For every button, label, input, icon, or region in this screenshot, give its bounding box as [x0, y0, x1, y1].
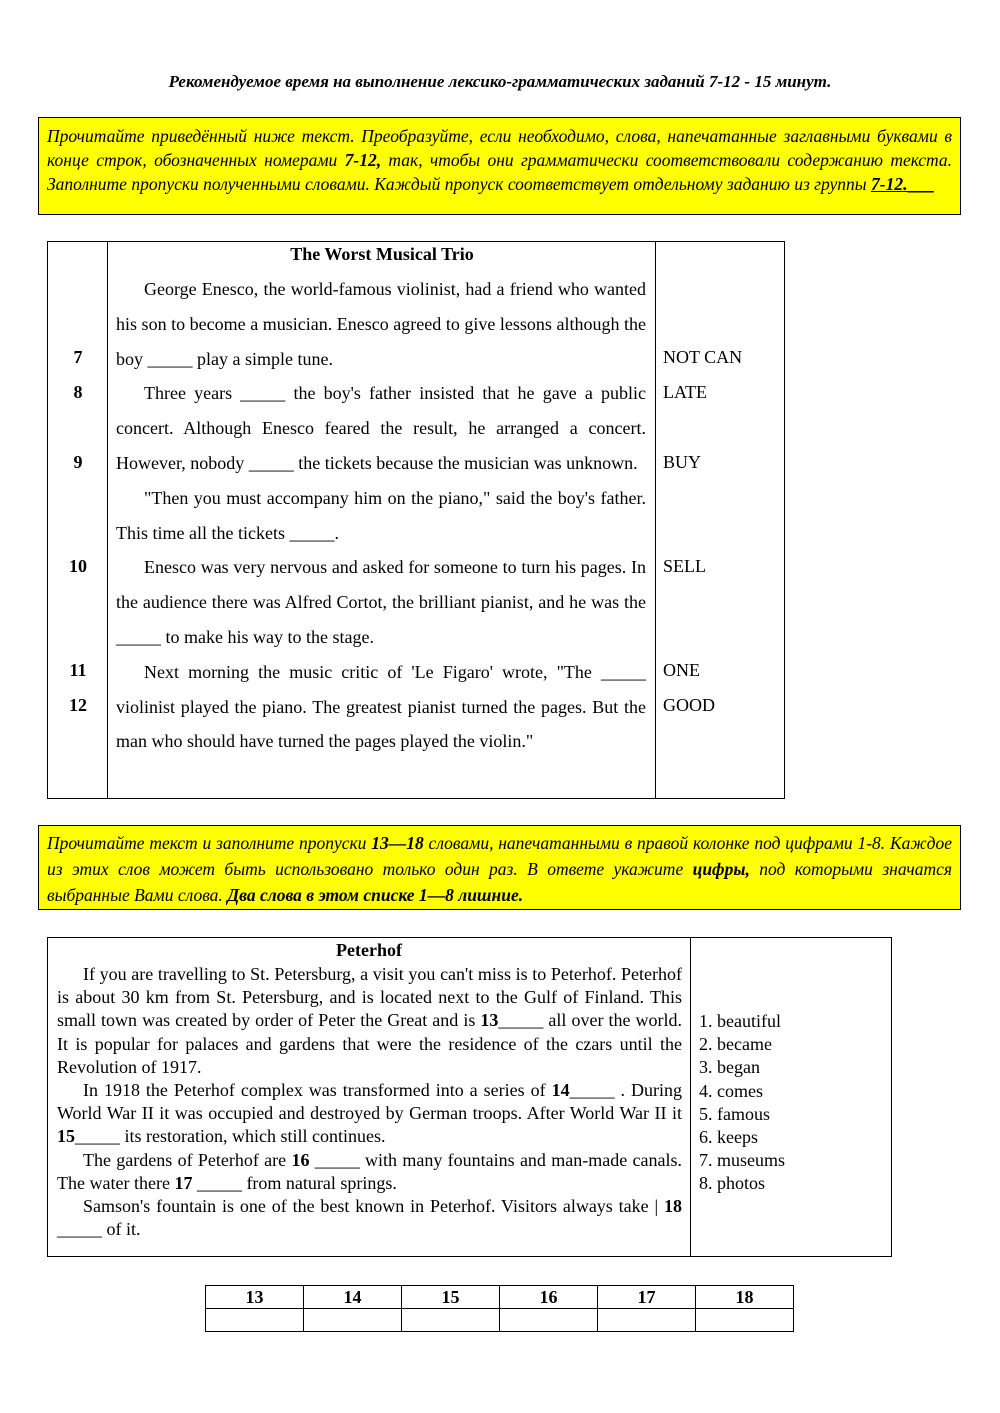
instructions-1-range-b: 7-12.: [871, 174, 908, 194]
item-number-12: 12: [69, 695, 87, 715]
word-option: 3. began: [699, 1057, 760, 1078]
answer-cell-15[interactable]: [402, 1309, 500, 1332]
task-2-title: Peterhof: [336, 940, 402, 960]
gap-number-13: 13: [480, 1010, 499, 1031]
text-run: _____ from natural springs.: [192, 1172, 397, 1193]
answer-grid-input-row: [206, 1309, 794, 1332]
answer-cell-13[interactable]: [206, 1309, 304, 1332]
gap-number-17: 17: [174, 1172, 193, 1193]
task-1-paragraph: George Enesco, the world-famous violinist, had a friend who wanted his son to become a musician. Enesco agreed to give lessons although the boy _____ play a simple tune.: [116, 279, 646, 369]
word-option: 7. museums: [699, 1150, 786, 1171]
item-number-7: 7: [73, 347, 83, 367]
text-run: _____ with many fountains and man-made canals. The water there: [57, 1149, 682, 1193]
word-option: 4. comes: [699, 1080, 763, 1101]
answer-grid-header-row: [206, 1286, 794, 1309]
task-2-text: [57, 963, 682, 1241]
task-table-2: [47, 937, 892, 1257]
word-options-list: [699, 1010, 785, 1196]
item-word-9: BUY: [663, 452, 702, 472]
text-run: In 1918 the Peterhof complex was transformed into a series of: [83, 1080, 552, 1101]
instructions-2-text-c: под которыми значатся выбранные Вами слова.: [47, 859, 952, 905]
text-run: _____ its restoration, which still continues.: [75, 1126, 386, 1147]
task-2-paragraph-2: [57, 1079, 682, 1149]
gap-number-14: 14: [551, 1080, 570, 1101]
answer-header-16: 16: [500, 1286, 598, 1309]
text-run: _____ . During World War II it was occupied and destroyed by German troops. After World War II it: [57, 1080, 682, 1124]
item-number-9: 9: [73, 452, 83, 472]
instructions-1-text-b: так, чтобы они грамматически соответствовали содержанию текста. Заполните пропуски полученными словами. Каждый пропуск соответствует отдельному заданию из группы: [47, 150, 953, 194]
task-1-paragraph: "Then you must accompany him on the piano," said the boy's father. This time all the tickets _____.: [116, 487, 646, 543]
text-run: _____ all over the world. It is popular for palaces and gardens that were the residence of the czars until the Revolution of 1917.: [57, 1010, 683, 1077]
instructions-box-1: [38, 117, 961, 215]
answer-header-17: 17: [598, 1286, 696, 1309]
answer-cell-17[interactable]: [598, 1309, 696, 1332]
instructions-1-tail: ___: [907, 174, 934, 194]
task-2-paragraph-1: [57, 963, 682, 1079]
word-option: 8. photos: [699, 1173, 766, 1194]
word-option: 5. famous: [699, 1103, 770, 1124]
task-1-title: The Worst Musical Trio: [290, 244, 474, 264]
table-1-divider-right: [655, 242, 656, 798]
answer-grid: [205, 1285, 794, 1332]
item-word-7: NOT CAN: [663, 347, 743, 367]
answer-cell-14[interactable]: [304, 1309, 402, 1332]
item-word-12: GOOD: [663, 695, 715, 715]
task-2-paragraph-3: [57, 1149, 682, 1195]
gap-number-18: 18: [664, 1196, 682, 1217]
answer-cell-16[interactable]: [500, 1309, 598, 1332]
text-run: _____ of it.: [57, 1219, 141, 1240]
word-option: 1. beautiful: [699, 1011, 781, 1031]
item-number-11: 11: [69, 660, 87, 680]
task-1-text: [116, 272, 646, 759]
item-word-10: SELL: [663, 556, 706, 576]
task-1-paragraph: Next morning the music critic of 'Le Figaro' wrote, "The _____ violinist played the piano. The greatest pianist turned the pages. But the man who should have turned the pages played the violin.": [116, 661, 646, 752]
task-2-paragraph-4: [57, 1195, 682, 1241]
answer-header-18: 18: [696, 1286, 794, 1309]
gap-number-16: 16: [291, 1149, 310, 1170]
answer-header-15: 15: [402, 1286, 500, 1309]
instructions-2-digits: цифры,: [692, 859, 750, 879]
text-run: Samson's fountain is one of the best known in Peterhof. Visitors always take |: [83, 1196, 664, 1217]
answer-header-14: 14: [304, 1286, 402, 1309]
instructions-2-text-b: словами, напечатанными в правой колонке под цифрами 1-8. Каждое из этих слов может быть использовано только один раз. В ответе укажите: [47, 833, 952, 879]
task-1-paragraph: Three years _____ the boy's father insisted that he gave a public concert. Although Enesco feared the result, he arranged a concert. However, nobody _____ the tickets because the musician was unknown.: [116, 383, 646, 473]
gap-number-15: 15: [57, 1126, 75, 1147]
instructions-1-text-a: Прочитайте приведённый ниже текст. Преобразуйте, если необходимо, слова, напечатанные заглавными буквами в конце строк, обозначенных номерами: [47, 126, 952, 170]
time-note: Рекомендуемое время на выполнение лексико-грамматических заданий 7-12 - 15 минут.: [168, 72, 832, 91]
word-option: 2. became: [699, 1034, 772, 1055]
task-1-paragraph: Enesco was very nervous and asked for someone to turn his pages. In the audience there was Alfred Cortot, the brilliant pianist, and he was the _____ to make his way to the stage.: [116, 557, 646, 647]
item-word-8: LATE: [663, 382, 707, 402]
instructions-box-2: [38, 825, 961, 910]
item-number-8: 8: [73, 382, 83, 402]
instructions-1-range-a: 7-12,: [344, 150, 382, 170]
item-word-11: ONE: [663, 660, 700, 680]
text-run: The gardens of Peterhof are: [83, 1149, 292, 1170]
word-option: 6. keeps: [699, 1127, 758, 1148]
answer-cell-18[interactable]: [696, 1309, 794, 1332]
text-run: If you are travelling to St. Petersburg, a visit you can't miss is to Peterhof. Peterhof is about 30 km from St. Petersburg, and is located next to the Gulf of Finland. This small town was created by order of Peter the Great and is: [57, 964, 682, 1031]
instructions-2-range: 13—18: [371, 833, 424, 853]
task-table-1: [47, 241, 785, 799]
answer-header-13: 13: [206, 1286, 304, 1309]
instructions-2-text-a: Прочитайте текст и заполните пропуски: [47, 833, 372, 853]
item-number-10: 10: [69, 556, 87, 576]
instructions-2-extra-words: Два слова в этом списке 1—8 лишние.: [227, 885, 524, 905]
table-2-divider: [690, 938, 691, 1256]
